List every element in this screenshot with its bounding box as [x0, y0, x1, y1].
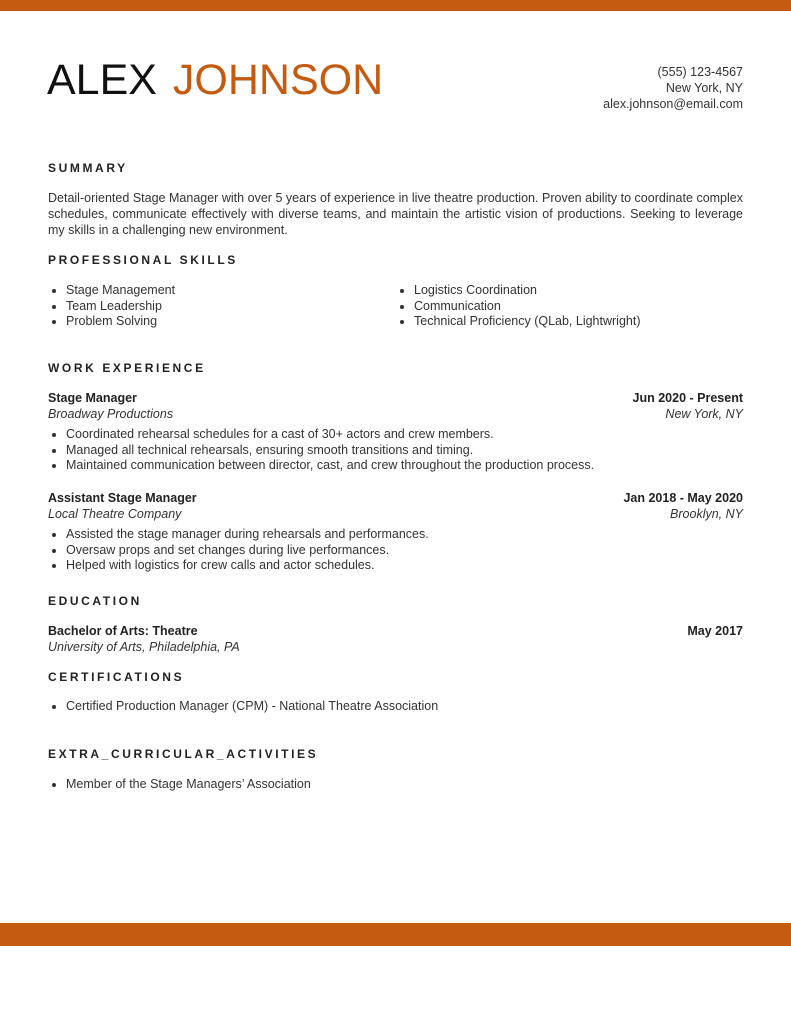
summary-heading: SUMMARY [48, 161, 128, 175]
list-item: Communication [396, 299, 641, 315]
contact-info [603, 64, 743, 112]
job-2-dates: Jan 2018 - May 2020 [623, 491, 743, 505]
contact-phone: (555) 123-4567 [657, 65, 743, 79]
contact-email[interactable]: alex.johnson@email.com [603, 97, 743, 111]
activities-list [48, 777, 311, 793]
education-subheader [48, 639, 743, 655]
list-item: Stage Management [48, 283, 175, 299]
education-degree: Bachelor of Arts: Theatre [48, 624, 198, 638]
job-1-role: Stage Manager [48, 391, 137, 405]
job-1-header [48, 390, 743, 406]
activities-heading: EXTRA_CURRICULAR_ACTIVITIES [48, 747, 319, 761]
list-item: Coordinated rehearsal schedules for a cast of 30+ actors and crew members. [48, 427, 594, 443]
job-1-location: New York, NY [665, 407, 743, 421]
candidate-name [47, 56, 383, 104]
job-2-bullets [48, 527, 429, 574]
experience-heading: WORK EXPERIENCE [48, 361, 206, 375]
list-item: Team Leadership [48, 299, 175, 315]
contact-location: New York, NY [665, 81, 743, 95]
education-date: May 2017 [687, 624, 743, 638]
list-item: Logistics Coordination [396, 283, 641, 299]
bottom-accent-bar [0, 923, 791, 946]
education-heading: EDUCATION [48, 594, 142, 608]
skills-list-right [396, 283, 641, 330]
last-name: JOHNSON [172, 56, 384, 104]
list-item: Assisted the stage manager during rehearsals and performances. [48, 527, 429, 543]
list-item: Managed all technical rehearsals, ensuring smooth transitions and timing. [48, 443, 594, 459]
skills-list-left [48, 283, 175, 330]
job-1-company: Broadway Productions [48, 407, 174, 421]
top-accent-bar [0, 0, 791, 11]
job-2-subheader [48, 506, 743, 522]
job-2-role: Assistant Stage Manager [48, 491, 197, 505]
list-item: Maintained communication between director, cast, and crew throughout the production process. [48, 458, 594, 474]
summary-text: Detail-oriented Stage Manager with over 5 years of experience in live theatre production. Proven ability to coordinate complex schedules, communicate effectively with diverse teams, and maintain the artistic vision of productions. Seeking to leverage my skills in a challenging new environment. [48, 191, 743, 237]
education-header [48, 623, 743, 639]
first-name: ALEX [47, 56, 157, 104]
list-item: Problem Solving [48, 314, 175, 330]
list-item: Oversaw props and set changes during live performances. [48, 543, 429, 559]
list-item: Helped with logistics for crew calls and actor schedules. [48, 558, 429, 574]
list-item: Certified Production Manager (CPM) - National Theatre Association [48, 699, 438, 715]
education-school: University of Arts, Philadelphia, PA [48, 640, 240, 654]
job-2-company: Local Theatre Company [48, 507, 182, 521]
list-item: Technical Proficiency (QLab, Lightwright) [396, 314, 641, 330]
job-1-subheader [48, 406, 743, 422]
job-2-header [48, 490, 743, 506]
list-item: Member of the Stage Managers’ Association [48, 777, 311, 793]
skills-heading: PROFESSIONAL SKILLS [48, 253, 238, 267]
job-1-dates: Jun 2020 - Present [632, 391, 743, 405]
job-1-bullets [48, 427, 594, 474]
job-2-location: Brooklyn, NY [670, 507, 743, 521]
certifications-list [48, 699, 438, 715]
certifications-heading: CERTIFICATIONS [48, 670, 185, 684]
